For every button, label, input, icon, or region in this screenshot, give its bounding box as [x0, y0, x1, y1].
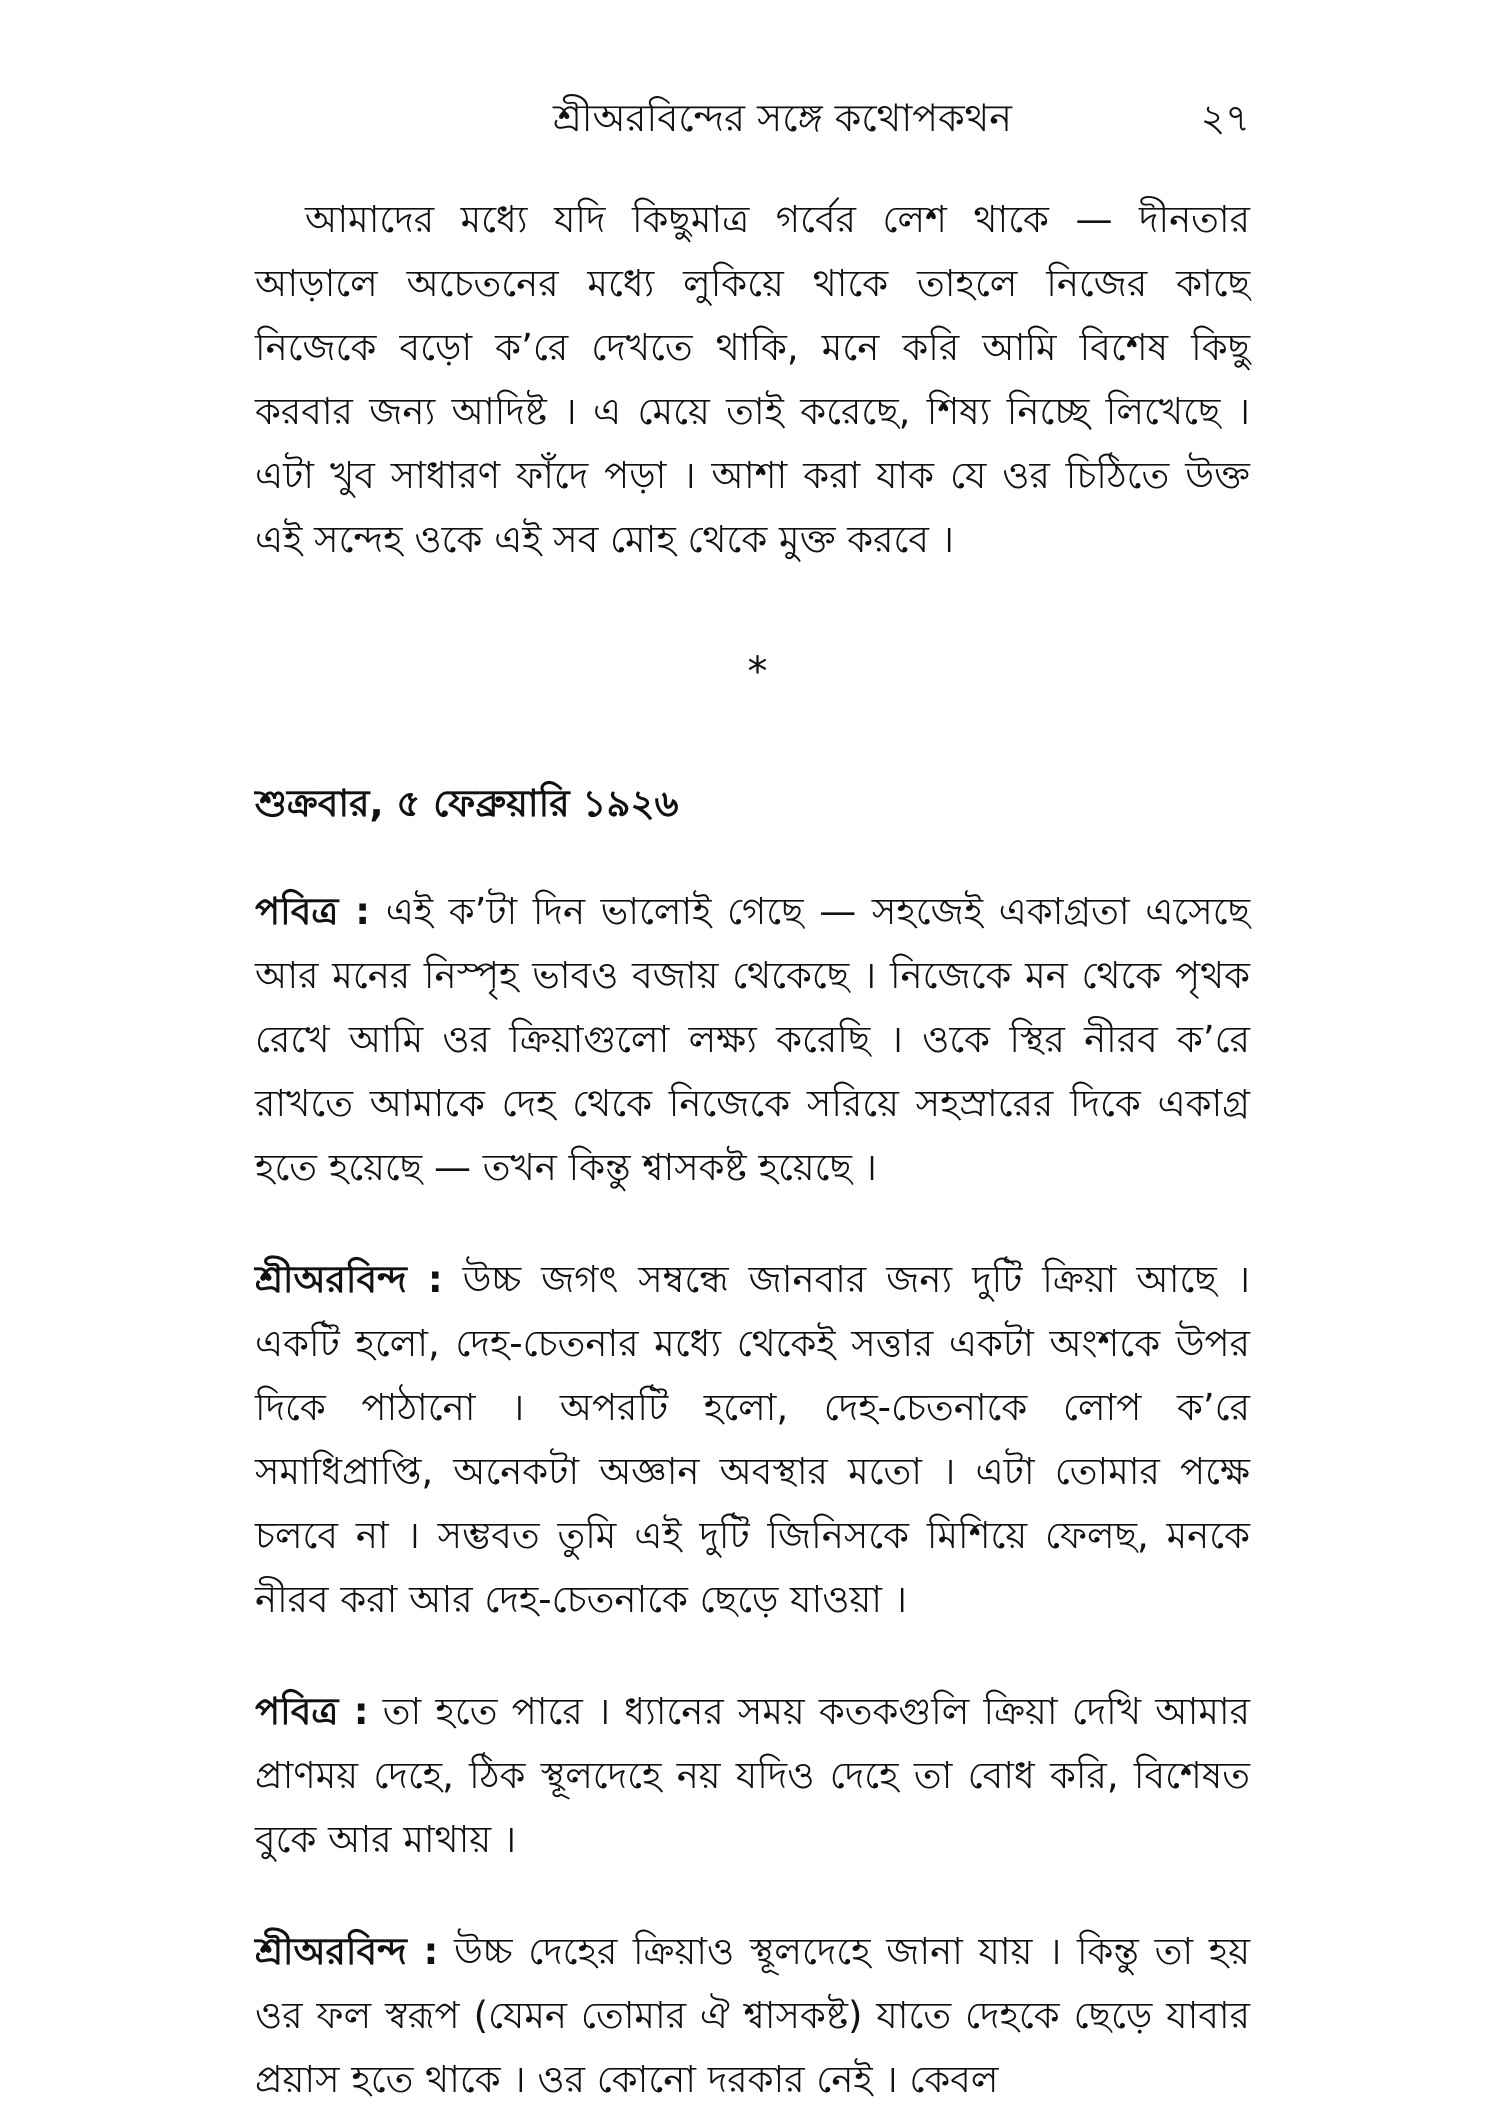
page-number: ২৭ [1200, 96, 1250, 140]
dialogue-entry [255, 1680, 1250, 1872]
dialogue-text: উচ্চ জগৎ সম্বন্ধে জানবার জন্য দুটি ক্রিয়া আছে । একটি হলো, দেহ-চেতনার মধ্যে থেকেই সত্তার একটা অংশকে উপর দিকে পাঠানো । অপরটি হলো, দেহ-চেতনাকে লোপ ক’রে সমাধিপ্রাপ্তি, অনেকটা অজ্ঞান অবস্থার মতো । এটা তোমার পক্ষে চলবে না । সম্ভবত তুমি এই দুটি জিনিসকে মিশিয়ে ফেলছ, মনকে নীরব করা আর দেহ-চেতনাকে ছেড়ে যাওয়া । [255, 1258, 1250, 1621]
page-body [255, 188, 1250, 2112]
speaker-name: শ্রীঅরবিন্দ : [255, 1930, 439, 1973]
dialogue-entry [255, 1248, 1250, 1632]
dialogue-text: এই ক’টা দিন ভালোই গেছে — সহজেই একাগ্রতা এসেছে আর মনের নিস্পৃহ ভাবও বজায় থেকেছে । নিজেকে মন থেকে পৃথক রেখে আমি ওর ক্রিয়াগুলো লক্ষ্য করেছি । ওকে স্থির নীরব ক’রে রাখতে আমাকে দেহ থেকে নিজেকে সরিয়ে সহস্রারের দিকে একাগ্র হতে হয়েছে — তখন কিন্তু শ্বাসকষ্ট হয়েছে । [255, 890, 1250, 1189]
speaker-name: পবিত্র : [255, 890, 371, 933]
speaker-name: পবিত্র : [255, 1690, 369, 1733]
date-heading: শুক্রবার, ৫ ফেব্রুয়ারি ১৯২৬ [255, 782, 679, 825]
opening-paragraph: আমাদের মধ্যে যদি কিছুমাত্র গর্বের লেশ থাকে — দীনতার আড়ালে অচেতনের মধ্যে লুকিয়ে থাকে তাহলে নিজের কাছে নিজেকে বড়ো ক’রে দেখতে থাকি, মনে করি আমি বিশেষ কিছু করবার জন্য আদিষ্ট । এ মেয়ে তাই করেছে, শিষ্য নিচ্ছে লিখেছে । এটা খুব সাধারণ ফাঁদে পড়া । আশা করা যাক যে ওর চিঠিতে উক্ত এই সন্দেহ ওকে এই সব মোহ থেকে মুক্ত করবে । [255, 198, 1250, 561]
dialogue-entry [255, 880, 1250, 1200]
dialogue-text: তা হতে পারে । ধ্যানের সময় কতকগুলি ক্রিয়া দেখি আমার প্রাণময় দেহে, ঠিক স্থূলদেহে নয় যদিও দেহে তা বোধ করি, বিশেষত বুকে আর মাথায় । [255, 1690, 1250, 1861]
running-title: শ্রীঅরবিন্দের সঙ্গে কথোপকথন [553, 96, 1012, 140]
section-separator: * [747, 649, 768, 695]
dialogue-entry [255, 1920, 1250, 2112]
dialogue-text: উচ্চ দেহের ক্রিয়াও স্থূলদেহে জানা যায় । কিন্তু তা হয় ওর ফল স্বরূপ (যেমন তোমার ঐ শ্বাসকষ্ট) যাতে দেহকে ছেড়ে যাবার প্রয়াস হতে থাকে । ওর কোনো দরকার নেই । কেবল [255, 1930, 1250, 2101]
speaker-name: শ্রীঅরবিন্দ : [255, 1258, 443, 1301]
running-header [255, 88, 1250, 148]
